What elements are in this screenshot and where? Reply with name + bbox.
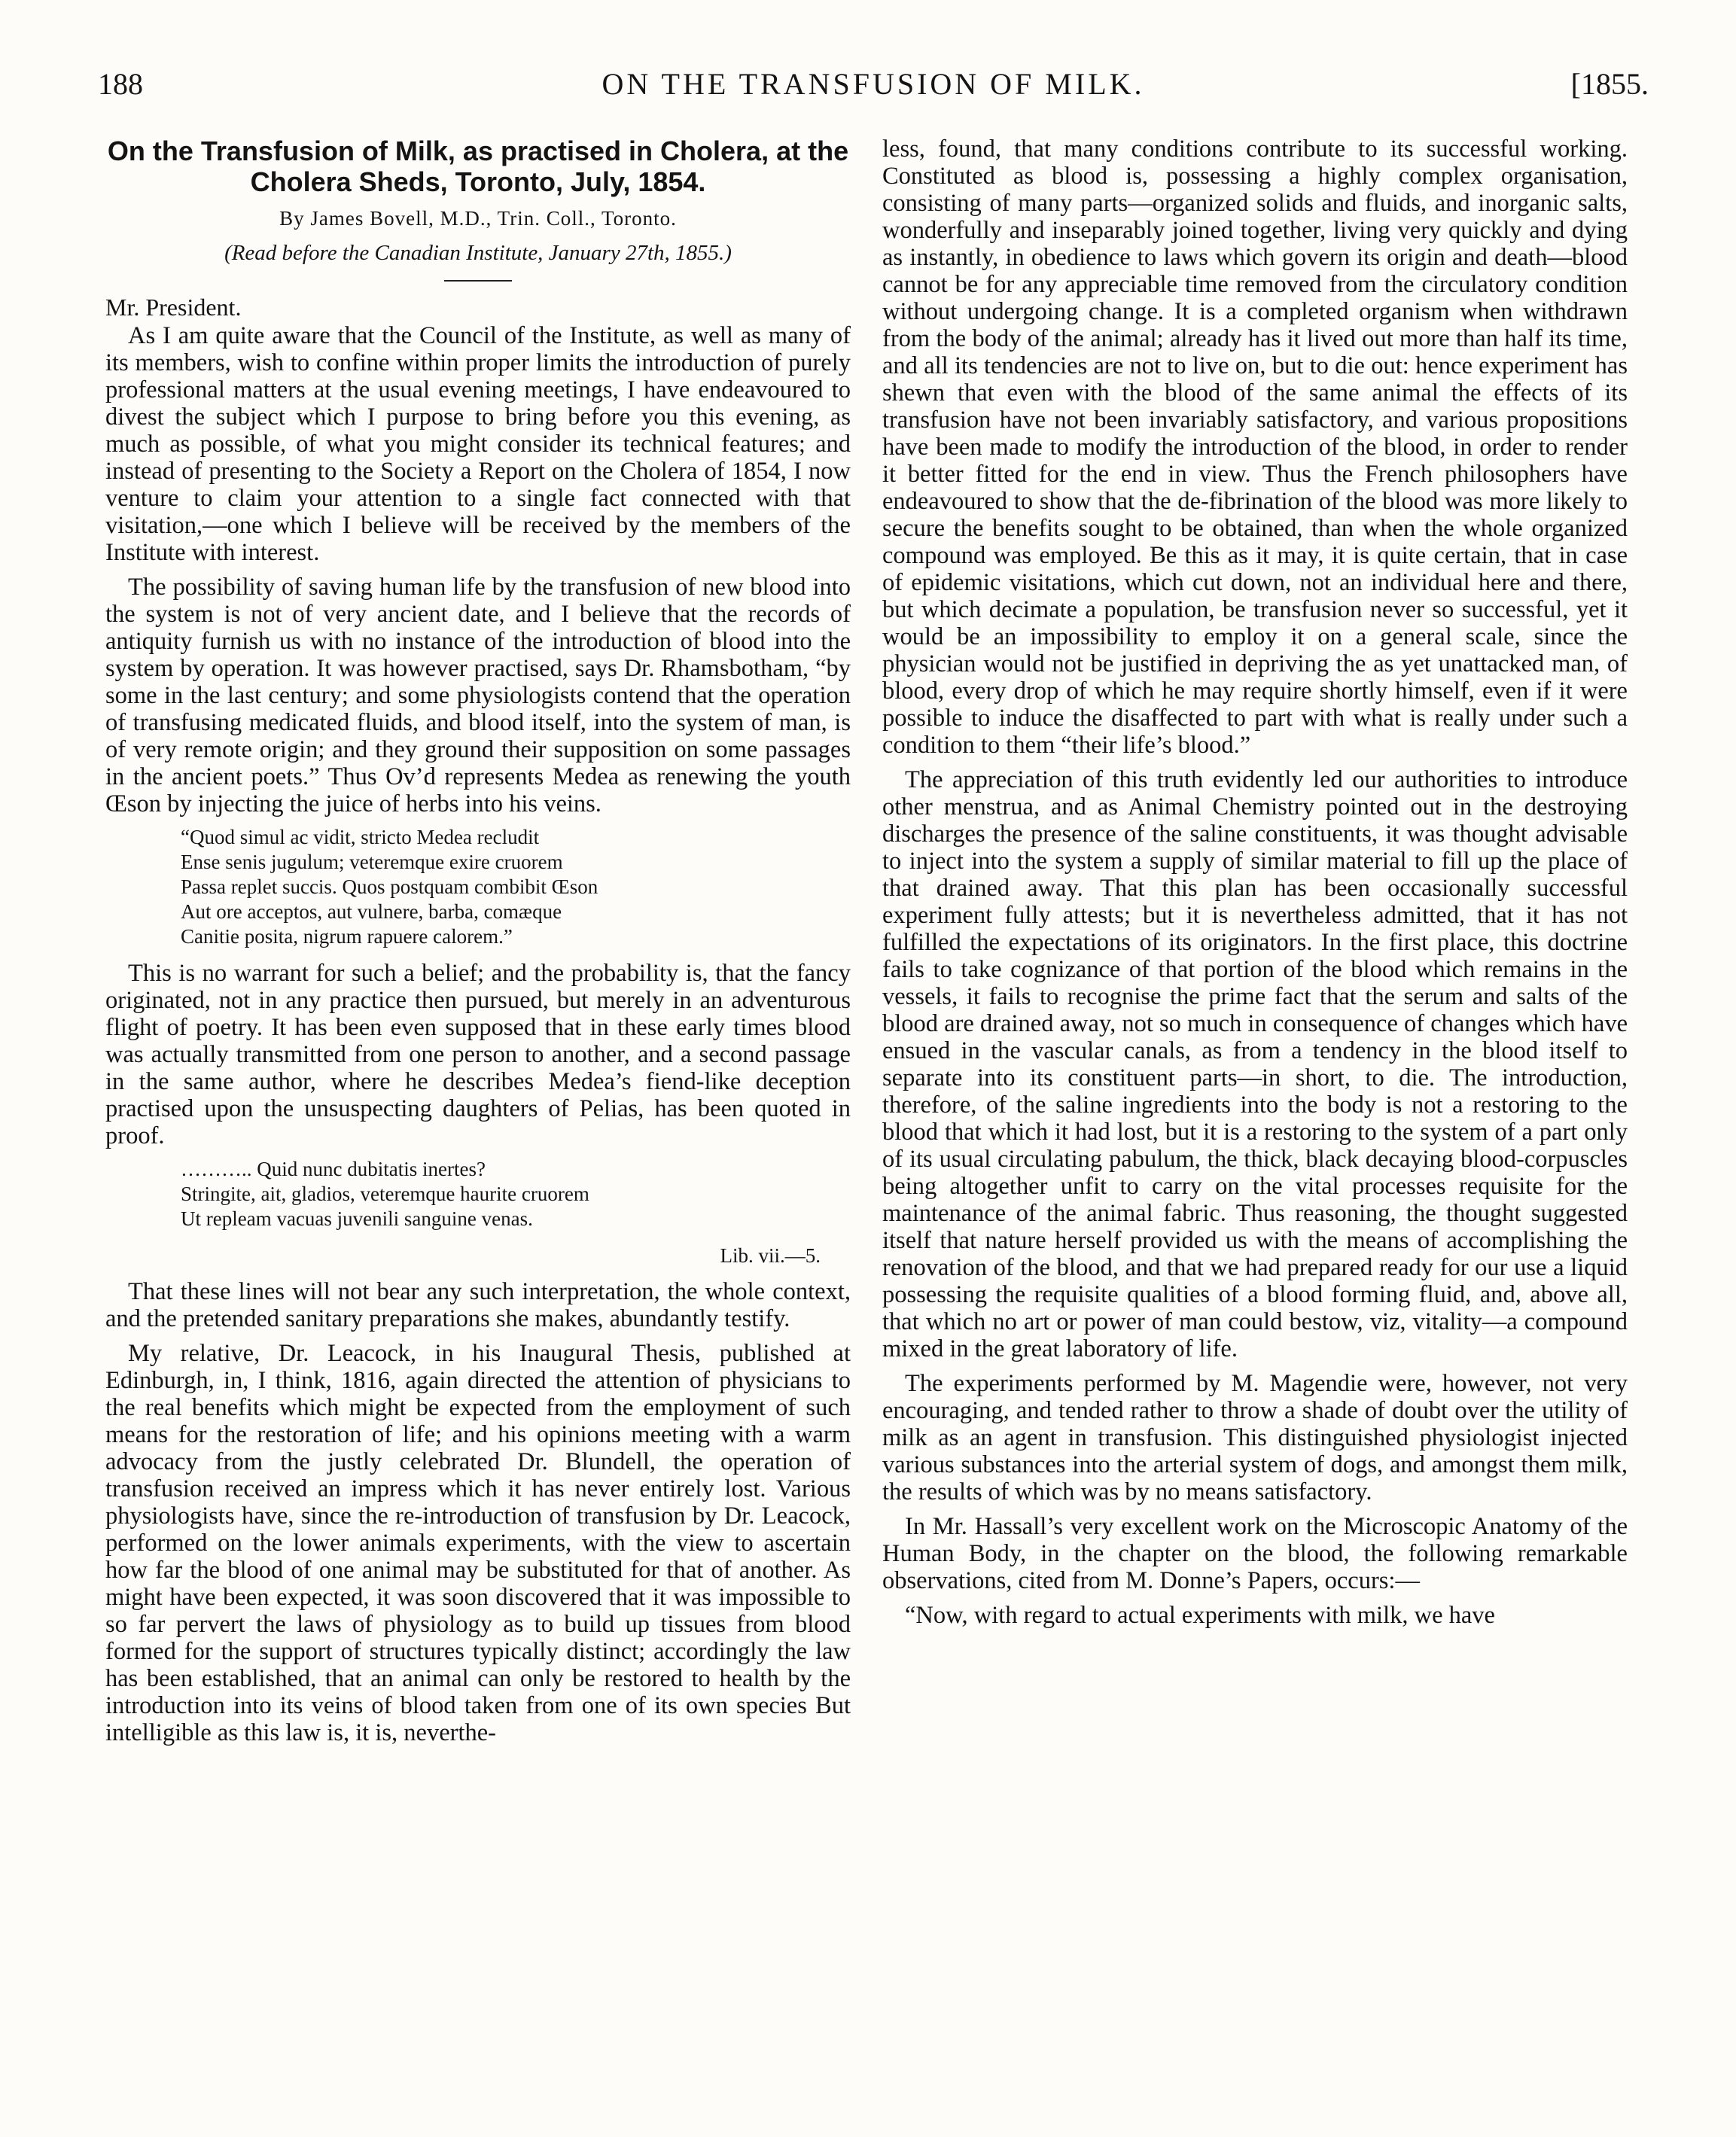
verse-quotation — [181, 825, 851, 949]
title-rule — [444, 280, 512, 282]
verse-line: “Quod simul ac vidit, stricto Medea recludit — [181, 826, 540, 848]
running-title: ON THE TRANSFUSION OF MILK. — [602, 67, 1145, 101]
page-header — [98, 66, 1649, 111]
paragraph: less, found, that many conditions contribute to its successful working. Constituted as blood is, possessing a highly complex organisation, consisting of many parts—organized solids and fluids, and inorganic salts, wonderfully and inseparably joined together, living very quickly and dying as instantly, in obedience to laws which govern its origin and death—blood cannot be for any appreciable time removed from the circulatory condition without undergoing change. It is a completed organism when withdrawn from the body of the animal; already has it lived out more than half its time, and all its tendencies are not to live on, but to die out: hence experiment has shewn that even with the blood of the same animal the effects of its transfusion have not been invariably satisfactory, and various propositions have been made to modify the introduction of the blood, in order to render it better fitted for the end in view. Thus the French philosophers have endeavoured to show that the de-fibrination of the blood was more likely to secure the benefits sought to be obtained, than when the whole organized compound was employed. Be this as it may, it is quite certain, that in case of epidemic visitations, which cut down, not an individual here and there, but which decimate a population, be transfusion never so successful, yet it would be an impossibility to employ it on a general scale, since the physician would not be justified in depriving the as yet unattacked man, of blood, every drop of which he may require shortly himself, even if it were possible to induce the disaffected to part with what is really under such a condition to them “their life’s blood.” — [882, 135, 1628, 759]
read-note: (Read before the Canadian Institute, January 27th, 1855.) — [224, 241, 732, 265]
article-title: On the Transfusion of Milk, as practised in Cholera, at the Cholera Sheds, Toronto, July, 1854. — [107, 135, 849, 197]
paragraph: This is no warrant for such a belief; and the probability is, that the fancy originated, not in any practice then pursued, but merely in an adventurous flight of poetry. It has been even supposed that in these early times blood was actually transmitted from one person to another, and a second passage in the same author, where he describes Medea’s fiend-like deception practised upon the unsuspecting daughters of Pelias, has been quoted in proof. — [105, 960, 851, 1149]
verse-line: Passa replet succis. Quos postquam combibit Œson — [181, 875, 598, 898]
paragraph: That these lines will not bear any such interpretation, the whole context, and the pretended sanitary preparations she makes, abundantly testify. — [105, 1278, 851, 1332]
paragraph: The experiments performed by M. Magendie were, however, not very encouraging, and tended rather to throw a shade of doubt over the utility of milk as an agent in transfusion. This distinguished physiologist injected various substances into the arterial system of dogs, and amongst them milk, the results of which was by no means satisfactory. — [882, 1370, 1628, 1505]
page-number: 188 — [98, 67, 143, 101]
article-byline: By James Bovell, M.D., Trin. Coll., Toronto. — [279, 207, 677, 230]
paragraph: In Mr. Hassall’s very excellent work on the Microscopic Anatomy of the Human Body, in the chapter on the blood, the following remarkable observations, cited from M. Donne’s Papers, occurs:— — [882, 1513, 1628, 1594]
verse-quotation — [181, 1157, 851, 1231]
verse-line: Ense senis jugulum; veteremque exire cruorem — [181, 851, 563, 873]
salutation: Mr. President. — [105, 294, 242, 321]
paragraph: “Now, with regard to actual experiments with milk, we have — [905, 1602, 1495, 1629]
paragraph: My relative, Dr. Leacock, in his Inaugural Thesis, published at Edinburgh, in, I think, 1816, again directed the attention of physicians to the real benefits which might be expected from the employment of such means for the restoration of life; and his opinions meeting with a warm advocacy from the justly celebrated Dr. Blundell, the operation of transfusion received an impress which it has never entirely lost. Various physiologists have, since the re-introduction of transfusion by Dr. Leacock, performed on the lower animals experiments, with the view to ascertain how far the blood of one animal may be substituted for that of another. As might have been expected, it was soon discovered that it was impossible to so far pervert the laws of physiology as to build up tissues from blood formed for the support of structures typically distinct; accordingly the law has been established, that an animal can only be restored to health by the introduction into its veins of blood taken from one of its own species But intelligible as this law is, it is, neverthe- — [105, 1340, 851, 1746]
verse-line: Canitie posita, nigrum rapuere calorem.” — [181, 925, 513, 948]
verse-line: ……….. Quid nunc dubitatis inertes? — [181, 1158, 486, 1180]
verse-line: Ut repleam vacuas juvenili sanguine venas. — [181, 1207, 533, 1230]
paragraph: As I am quite aware that the Council of the Institute, as well as many of its members, wish to confine within proper limits the introduction of purely professional matters at the usual evening meetings, I have endeavoured to divest the subject which I purpose to bring before you this evening, as much as possible, of what you might consider its technical features; and instead of presenting to the Society a Report on the Cholera of 1854, I now venture to claim your attention to a single fact connected with that visitation,—one which I believe will be received by the members of the Institute with interest. — [105, 322, 851, 566]
verse-line: Aut ore acceptos, aut vulnere, barba, comæque — [181, 900, 562, 923]
volume-year: [1855. — [1570, 67, 1649, 101]
paragraph: The possibility of saving human life by the transfusion of new blood into the system is not of very ancient date, and I believe that the records of antiquity furnish us with no instance of the introduction of blood into the system by operation. It was however practised, says Dr. Rhamsbotham, “by some in the last century; and some physiologists contend that the operation of transfusing medicated fluids, and blood itself, into the system of man, is of very remote origin; and they ground their supposition on some passages in the ancient poets.” Thus Ov’d represents Medea as renewing the youth Œson by injecting the juice of herbs into his veins. — [105, 574, 851, 817]
paragraph: The appreciation of this truth evidently led our authorities to introduce other menstrua, and as Animal Chemistry pointed out in the destroying discharges the presence of the saline constituents, it was thought advisable to inject into the system a supply of similar material to fill up the place of that drained away. That this plan has been occasionally successful experiment fully attests; but it is nevertheless admitted, that it has not fulfilled the expectations of its originators. In the first place, this doctrine fails to take cognizance of that portion of the blood which remains in the vessels, it fails to recognise the prime fact that the serum and salts of the blood are drained away, not so much in consequence of changes which have ensued in the vascular canals, as from a tendency in the blood itself to separate into its constituent parts—in short, to die. The introduction, therefore, of the saline ingredients into the body is not a restoring to the blood that which it had lost, but it is a restoring to the system of a part only of its usual circulating pabulum, the thick, black decaying blood-corpuscles being altogether unfit to carry on the vital processes requisite for the maintenance of the animal fabric. Thus reasoning, the thought suggested itself that nature herself provided us with the means of accomplishing the renovation of the blood, and that we had prepared ready for our use a liquid possessing the requisite qualities of a blood forming fluid, and, above all, that which no art or power of man could bestow, viz, vitality—a compound mixed in the great laboratory of life. — [882, 766, 1628, 1362]
verse-citation: Lib. vii.—5. — [720, 1244, 821, 1267]
verse-line: Stringite, ait, gladios, veteremque haurite cruorem — [181, 1183, 589, 1205]
left-column — [105, 135, 851, 1754]
right-column — [882, 135, 1628, 1636]
